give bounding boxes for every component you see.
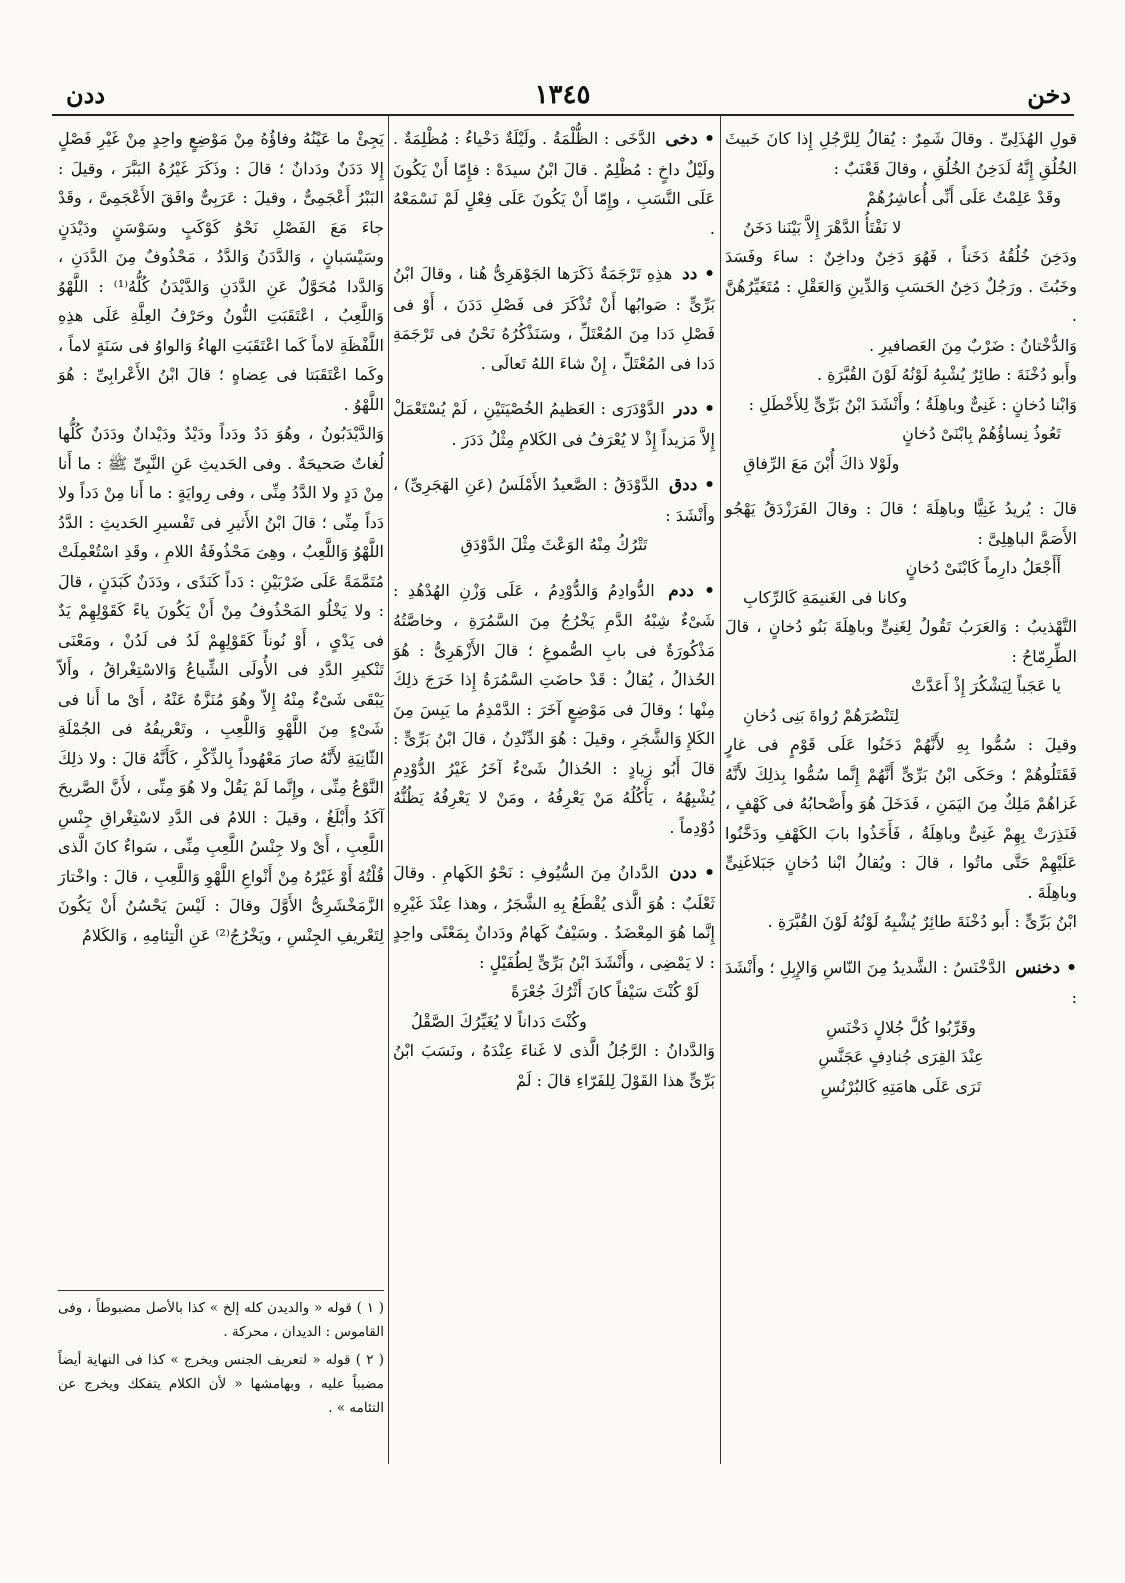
- column-left: [58, 124, 384, 950]
- verse-line: وقَدْ عَلِمْتُ عَلَى أَنِّى أُعاشِرُهُمْ: [866, 188, 1061, 207]
- paragraph: وَابْنا دُخانٍ : غَنِىٌّ وباهِلَةُ ؛ وأَنْشَدَ ابْنُ بَرِّىٍّ لِلأَخْطَلِ :: [748, 394, 1077, 414]
- dictionary-entry: [393, 124, 715, 243]
- entry-text: الدَّدانُ مِنَ السُّيُوفِ : نَحْوُ الكَهامِ . وقالَ ثَعْلَبٌ : هُوَ الَّذى يُقْطَعُ بِهِ الشَّجَرُ ، وهذا عِنْدَ غَيْرِهِ إِنَّما هُوَ المِعْضَدُ . وسَيْفٌ كَهامٌ ودَدانٌ بِمَعْنًى واحِدٍ : لا يَمْضِى ، وأَنْشَدَ ابْنُ بَرِّىٍّ لِطُفَيْلٍ :: [393, 863, 715, 972]
- paragraph: التَّهْذيبُ : وَالعَرَبُ تَقُولُ لِغَنِىٍّ وباهِلَةَ بَنُو دُخانٍ ، قالَ الطِّرِمّاحُ :: [725, 617, 1077, 666]
- entry-gap: [725, 937, 1077, 953]
- verse-line: ولَوْلا ذاكَ أُبْنَ مَعَ الرِّفاقِ: [743, 453, 900, 473]
- paragraph: وقيلَ : سُمُّوا بِهِ لأَنَّهُمْ دَخَنُوا عَلَى قَوْمٍ فى غارٍ فَقَتَلُوهُمْ ؛ وحَكَى ابْنُ بَرِّىٍّ أَنَّهُمْ إِنَّما سُمُّوا بِذلِكَ لأَنَّهُ غَزاهُمْ مَلِكٌ مِنَ اليَمَنِ ، فَدَخَلَ هُوَ وأَصْحابُهُ فى كَهْفٍ ، فَنَذِرَتْ بِهِمْ غَنِىٌّ وباهِلَةُ ، فَأَخَذُوا بابَ الكَهْفِ ودَخَّنُوا عَلَيْهِمْ حَتَّى ماتُوا ، قالَ : ويُقالُ ابْنا دُخانٍ جَبَلاغَنِىٍّ وباهِلَةَ .: [725, 735, 1077, 902]
- paragraph: قولِ الهُذَلِىِّ . وقالَ شَمِرٌ : يُقالُ لِلرَّجُلِ إِذا كانَ خَبيثَ الخُلُقِ إِنَّهُ لَدَخِنُ الخُلُقِ ، وقالَ قَعْنَبٌ :: [725, 129, 1077, 178]
- paragraph: وَالدَّيْدَبُونُ ، وهُوَ دَدٌ ودَداً ودَيْدٌ ودَيْدانٌ ودَدَنٌ كُلُّها لُغاتٌ صَحيحَةٌ . وفى الحَديثِ عَنِ النَّبِىِّ ﷺ : ما أَنا مِنْ دَدٍ ولا الدَّدُ مِنِّى ، وفى رِوايَةٍ : ما أَنا مِنْ دَداً ولا دَداً مِنِّى ؛ قالَ ابْنُ الأَثيرِ فى تَفْسيرِ الحَديثِ : الدَّدُ اللَّهْوُ وَاللَّعِبُ ، وهِىَ مَحْذُوفَةُ اللامِ ، وقَدِ اسْتُعْمِلَتْ مُتَمَّمَةً عَلَى ضَرْبَيْنِ : دَداً كَنَدًى ، ودَدَنٌ كَبَدَنٍ ، قالَ : ولا يَخْلُو المَحْذُوفُ مِنْ أَنْ يَكُونَ ياءً كَقَوْلِهِمْ يَدٌ فى يَدْىٍ ، أَوْ نُوناً كَقَوْلِهِمْ لَدُ فى لَدُنْ ، ومَعْنَى تَنْكيرِ الدَّدِ فى الأُولَى الشِّياعُ وَالاسْتِغْراقُ ، وأَلاّ يَبْقَى شَىْءٌ مِنْهُ إِلاّ وهُوَ مُنَزَّهٌ عَنْهُ ، أَىْ ما أَنا فى شَىْءٍ مِنَ اللَّهْوِ وَاللَّعِبِ ، وتَعْريفُهُ فى الجُمْلَةِ الثّانِيَةِ لأَنَّهُ صارَ مَعْهُوداً بِالذِّكْرِ ، كَأَنَّهُ قالَ : ولا ذلِكَ النَّوْعُ مِنِّى ، وإِنَّما لَمْ يَقُلْ ولا هُوَ مِنِّى ، لأَنَّ الصَّريحَ آكَدُ وأَبْلَغُ ، وقيلَ : اللامُ فى الدَّدِ لاسْتِغْراقِ جِنْسِ اللَّعِبِ ، أَىْ ولا جِنْسُ اللَّعِبِ مِنِّى ، سَواءٌ كانَ الَّذى قُلْتُهُ أَوْ غَيْرُهُ مِنْ أَنْواعِ اللَّهْوِ وَاللَّعِبِ ، قالَ : واخْتارَ الزَّمَخْشَرِىُّ الأَوَّلَ وقالَ : لَيْسَ يَحْسُنُ أَنْ يَكُونَ لِتَعْريفِ الجِنْسِ ، ويَخْرُجُ⁽²⁾ عَنِ الْتِئامِهِ ، وَالكَلامُ: [58, 424, 384, 945]
- verse-line: يا عَجَباً لِيَشْكُرَ إِذْ أَعَدَّتْ: [911, 676, 1061, 695]
- running-headword-right: دخن: [1027, 80, 1071, 109]
- paragraph: وَالدَّدانُ : الرَّجُلُ الَّذى لا غَناءَ عِنْدَهُ ، ونَسَبَ ابْنُ بَرِّىٍّ هذا القَوْلَ لِلفَرّاءِ قالَ : لَمْ: [393, 1041, 715, 1090]
- dictionary-entry: [393, 576, 715, 843]
- entry-gap: [725, 478, 1077, 494]
- column-middle: [393, 124, 715, 1095]
- verse-line: تَرَى عَلَى هامَتِهِ كَالبُرْنُسِ: [820, 1076, 982, 1096]
- header-rule: [52, 114, 1074, 116]
- entry-text: الدَّخَى : الظُّلْمَةُ . ولَيْلَةٌ دَخْياءُ : مُظْلِمَةٌ . ولَيْلٌ داخٍ : مُظْلِمٌ . قالَ ابْنُ سيدَهْ : فإِمّا أَنْ يَكُونَ عَلَى النَّسَبِ ، وإِمّا أَنْ يَكُونَ عَلَى فِعْلٍ لَمْ نَسْمَعْهُ .: [393, 129, 715, 238]
- verse-line: وكانا فى الغَنيمَةِ كَالرِّكابِ: [743, 587, 908, 607]
- column-divider-right: [720, 114, 721, 1464]
- page-header: [50, 80, 1075, 114]
- dictionary-entry: [725, 953, 1077, 1013]
- entry-text: الدَّوْدَرَى : العَظيمُ الخُصْيَتَيْنِ ، لَمْ يُسْتَعْمَلْ إِلاَّ مَزيداً إِذْ لا يُعْرَفُ فى الكَلامِ مِثْلُ دَدَرَ .: [393, 399, 715, 449]
- footnote: ( ٢ ) قوله « لتعريف الجنس ويخرج » كذا فى النهاية أيضاً مضبباً عليه ، وبهامشها « لأن الكلام يتفكك ويخرج عن التئامه » .: [58, 1352, 385, 1416]
- verse-line: عِنْدَ القِرَى جُنادِفٍ عَجَنَّسِ: [818, 1047, 984, 1066]
- paragraph: ابْنُ بَرِّىٍّ : أَبو دُخْنَةَ طائِرٌ يُشْبِهُ لَوْنُهُ لَوْنَ القُبَّرَةِ .: [767, 912, 1077, 931]
- column-right: [725, 124, 1077, 1101]
- verse-line: تَعُوذُ نِساؤُهُمْ بِابْنَىْ دُخانٍ: [902, 424, 1061, 443]
- verse-line: لا نَفْتَأُ الدَّهْرَ إِلاَّ بَيْنَنا دَخَنُ: [743, 217, 902, 237]
- entry-headword: • دد: [682, 264, 715, 284]
- running-headword-left: ددن: [66, 80, 105, 109]
- verse-line: لَوْ كُنْتَ سَيْفاً كانَ أَثْرُكَ جُعْرَةً: [511, 982, 699, 1001]
- paragraph: قالَ : يُريدُ غَنِيًّا وباهِلَةَ ؛ قالَ : وقالَ الفَرَزْدَقُ يَهْجُو الأَصَمَّ الباهِلِىَّ :: [725, 499, 1077, 548]
- entry-text: الدُّوادِمُ وَالدُّوْدِمُ ، عَلَى وَزْنِ الهُدْهُدِ : شَىْءٌ شِبْهُ الدَّمِ يَخْرُجُ مِنَ السَّمُرَةِ ، وخاصَّتُهُ مَذْكُورَةٌ فى بابِ الصُّموغِ ؛ قالَ الأَزْهَرِىُّ : هُوَ الحُذالُ ، يُقالُ : قَدْ حاضَتِ السَّمُرَةُ إِذا خَرَجَ ذلِكَ مِنْها ؛ وقالَ فى مَوْضِعٍ آخَرَ : الدَّمْدِمُ ما يَبِسَ مِنَ الكَلإِ وَالشَّجَرِ ، وقيلَ : هُوَ الدِّنْدِنُ ، قالَ ابْنُ بَرِّىٍّ : قالَ أَبُو زِيادٍ : الحُذالُ شَىْءٌ آخَرُ غَيْرُ الدُّوْدِمِ يُشْبِهُهُ ، يَأْكُلُهُ مَنْ يَعْرِفُهُ ، ومَنْ لا يَعْرِفُهُ يَظُنُّهُ دُوْدِماً .: [393, 580, 715, 837]
- footnotes: [58, 1296, 384, 1424]
- entry-text: الدَّوْدَقُ : الصَّعيدُ الأَمْلَسُ (عَنِ الهَجَرِىِّ) ، وأَنْشَدَ :: [393, 475, 715, 525]
- dictionary-entry: [393, 259, 715, 378]
- entry-headword: • ددر: [674, 399, 715, 419]
- page-number: ١٣٤٥: [534, 80, 591, 110]
- entry-headword: • ددن: [669, 863, 715, 883]
- entry-gap: [393, 243, 715, 259]
- entry-gap: [393, 454, 715, 470]
- paragraph: يَجِئْ ما عَيْنُهُ وفاؤُهُ مِنْ مَوْضِعٍ واحِدٍ مِنْ غَيْرِ فَصْلٍ إِلا دَدَنٌ ودَدانٌ ؛ قالَ : وذَكَرَ غَيْرُهُ البَبَّرَ ، وقيلَ : البَبْرُ أَعْجَمِىٌّ ، وقيلَ : عَرَبِىٌّ وافَقَ الأَعْجَمِىَّ ، وقَدْ جاءَ مَعَ الفَصْلِ نَحْوُ كَوْكَبٍ وسَوْسَنٍ ودَيْدَنٍ وسَيْسَبانٍ ، وَالدَّدَنُ وَالدَّدُ ، مَحْذُوفٌ مِنَ الدَّدَنِ ، وَالدَّدا مُحَوَّلٌ عَنِ الدَّدَنِ وَالدَّيْدَنُ كُلُّهُ⁽¹⁾ : اللَّهْوُ وَاللَّعِبُ ، اعْتَقَبَتِ النُّونُ وحَرْفُ العِلَّةِ عَلَى هذِهِ اللَّفْظَةِ لاماً كَما اعْتَقَبَتِ الهاءُ وَالواوُ فى سَنَةٍ لاماً ، وكَما اعْتَقَبَتا فى عِضاهٍ ؛ قالَ ابْنُ الأَعْرابِىِّ : هُوَ اللَّهْوُ .: [58, 129, 385, 414]
- verse-line: لِتَنْصُرَهُمْ رُواةَ بَنِى دُخانِ: [743, 705, 900, 725]
- column-divider-left: [388, 114, 389, 1464]
- footnote: ( ١ ) قوله « والديدن كله إلخ » كذا بالأصل مضبوطاً ، وفى القاموس : الديدان ، محركة .: [58, 1300, 384, 1340]
- verse-line: وكُنْتَ دَداناً لا يُغَيِّرُكَ الصَّقْلُ: [411, 1011, 587, 1031]
- verse-line: تَتْرُكُ مِنْهُ الوَعْثَ مِثْلَ الدَّوْدَقِ: [460, 535, 648, 554]
- entry-gap: [393, 842, 715, 858]
- paragraph: وأَبو دُخْنَةَ : طائِرٌ يُشْبِهُ لَوْنُهُ لَوْنَ القُبَّرَةِ .: [816, 365, 1077, 384]
- paragraph: ودَخِنَ خُلُقُهُ دَخَناً ، فَهُوَ دَخِنٌ وداخِنٌ : ساءَ وفَسَدَ وخَبُثَ . ورَجُلٌ دَخِنُ الحَسَبِ وَالدِّينِ وَالعَقْلِ : مُتَغَيِّرُهُنَّ .: [725, 247, 1077, 325]
- entry-gap: [393, 560, 715, 576]
- dictionary-entry: [393, 858, 715, 977]
- footnote-rule: [58, 1290, 384, 1291]
- entry-headword: • دخى: [665, 129, 715, 149]
- verse-line: وقَرِّبُوا كُلَّ جُلالٍ دَخْنَسِ: [826, 1017, 976, 1037]
- entry-text: هذِهِ تَرْجَمَةٌ ذَكَرَها الجَوْهَرِىُّ هُنا ، وقالَ ابْنُ بَرِّىٍّ : صَوابُها أَنْ تُذْكَرَ فى فَصْلِ دَدَنَ ، أَوْ فى فَصْلِ دَدا مِنَ المُعْتَلِّ ، وسَنَذْكُرُهُ نَحْنُ فى تَرْجَمَةِ دَدا فى المُعْتَلِّ ، إِنْ شاءَ اللهُ تَعالَى .: [393, 264, 715, 373]
- dictionary-entry: [393, 470, 715, 530]
- entry-text: الدَّخْنَسُ : الشَّديدُ مِنَ النّاسِ وَالإِبِلِ ؛ وأَنْشَدَ :: [725, 957, 1077, 1007]
- entry-gap: [393, 378, 715, 394]
- paragraph: وَالدُّخْتانُ : ضَرْبٌ مِنَ العَصافيرِ .: [868, 335, 1077, 355]
- entry-headword: • ددم: [668, 580, 716, 601]
- entry-headword: • ددق: [668, 475, 715, 495]
- dictionary-entry: [393, 394, 715, 454]
- entry-headword: • دخنس: [1015, 957, 1077, 978]
- verse-line: أَأَجْعَلُ دارِماً كَابْنَىْ دُخانٍ: [905, 558, 1061, 577]
